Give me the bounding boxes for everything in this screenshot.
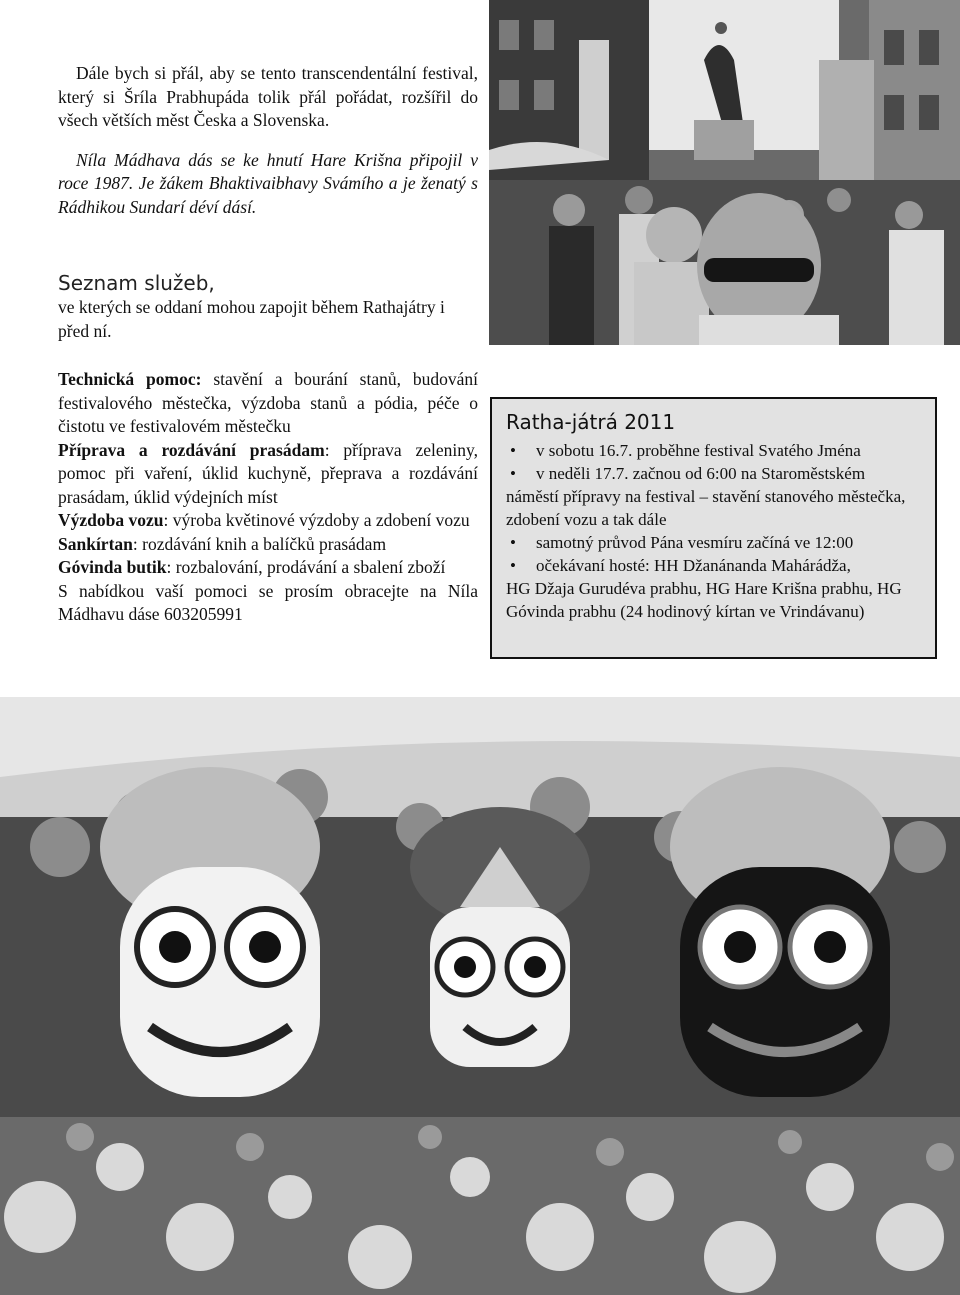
bullet-icon: • [510, 441, 516, 460]
deities-photo-graphic [0, 697, 960, 1295]
intro-paragraph-1: Dále bych si přál, aby se tento transcendentální festival, který si Šríla Prabhupáda tolik přál pořádat, rozšířil do všech větších měst Česka a Slovenska. [58, 63, 478, 130]
service-text: : rozdávání knih a balíčků prasádam [132, 533, 387, 554]
info-box-item-text: očekávaní hosté: HH Džanánanda Mahárádža, [536, 556, 851, 575]
services-heading [58, 270, 478, 343]
procession-photo [489, 0, 960, 345]
service-label: Góvinda butik [58, 557, 167, 577]
service-item-technical [58, 368, 478, 439]
info-box-title: Ratha-játrá 2011 [506, 410, 676, 434]
info-box-item-text: v sobotu 16.7. proběhne festival Svatého Jména [536, 441, 861, 460]
bullet-icon: • [510, 533, 516, 552]
services-title: Seznam služeb, [58, 271, 215, 295]
bullet-icon: • [510, 556, 516, 575]
info-box-item [506, 531, 921, 554]
info-box-list-2 [506, 531, 921, 577]
info-box-item-continuation: náměstí přípravy na festival – stavění stanového městečka, zdobení vozu a tak dále [506, 487, 906, 529]
info-box-item [506, 439, 921, 462]
deities-photo [0, 697, 960, 1295]
service-item-prasadam [58, 439, 478, 510]
service-label: Sankírtan [58, 533, 133, 554]
ratha-jatra-info-box [490, 397, 937, 659]
intro-paragraph-2-author-bio: Níla Mádhava dás se ke hnutí Hare Krišna připojil v roce 1987. Je žákem Bhaktivaibhavy Svámího a je ženatý s Rádhikou Sundarí déví dásí. [58, 149, 478, 217]
info-box-item [506, 462, 921, 485]
info-box-item [506, 554, 921, 577]
service-label: Příprava a rozdávání prasádam [58, 439, 325, 460]
service-label: Technická pomoc: [58, 369, 202, 389]
service-text: : rozbalování, prodávání a sbalení zboží [166, 557, 446, 577]
info-box-item-continuation: HG Džaja Gurudéva prabhu, HG Hare Krišna prabhu, HG Góvinda prabhu (24 hodinový kírtan ve Vrindávanu) [506, 579, 902, 621]
info-box-list [506, 439, 921, 485]
services-subtitle: ve kterých se oddaní mohou zapojit během Rathajátry i před ní. [58, 297, 445, 341]
info-box-item-text: v neděli 17.7. začnou od 6:00 na Staroměstském [536, 464, 866, 483]
service-item-sankirtan [58, 533, 478, 557]
info-box-item-text: samotný průvod Pána vesmíru začíná ve 12:00 [536, 533, 854, 552]
deity-left [120, 867, 320, 1097]
service-text: : příprava zeleniny, pomoc při vaření, úklid kuchyně, přeprava a rozdávání prasádam, úklid výdejních míst [58, 439, 478, 507]
intro-text [58, 62, 478, 235]
service-item-decoration [58, 509, 478, 533]
procession-photo-graphic [489, 0, 960, 345]
services-contact: S nabídkou vaší pomoci se prosím obracejte na Níla Mádhavu dáse 603205991 [58, 580, 478, 624]
deity-right [680, 867, 890, 1097]
bullet-icon: • [510, 464, 516, 483]
service-item-govinda-butik [58, 556, 478, 580]
service-label: Výzdoba vozu [58, 510, 164, 530]
service-text: : výroba květinové výzdoby a zdobení vozu [163, 510, 470, 530]
service-text: stavění a bourání stanů, budování festivalového městečka, výzdoba stanů a pódia, péče o čistotu ve festivalovém městečku [58, 369, 478, 436]
services-list [58, 368, 478, 627]
